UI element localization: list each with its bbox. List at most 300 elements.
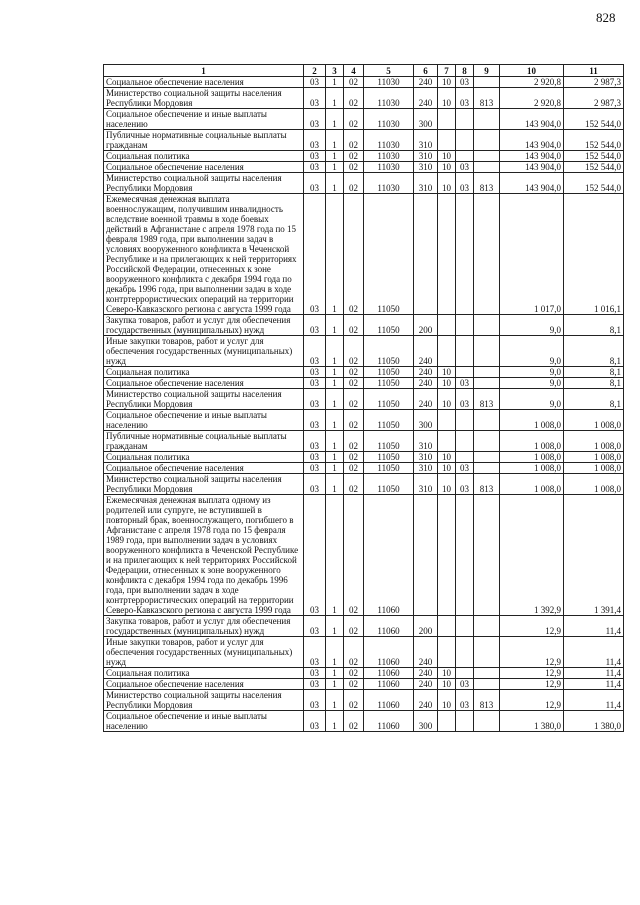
- row-cell: [456, 711, 474, 732]
- table-row: [104, 378, 624, 389]
- row-cell: 11030: [364, 151, 414, 162]
- row-cell: 10: [438, 679, 456, 690]
- header-cell: 9: [474, 65, 500, 77]
- row-cell: 12,9: [500, 668, 564, 679]
- row-cell: [474, 711, 500, 732]
- header-cell: 8: [456, 65, 474, 77]
- row-cell: [456, 637, 474, 668]
- row-cell: 8,1: [564, 315, 624, 336]
- table-row: [104, 315, 624, 336]
- row-cell: 02: [344, 151, 364, 162]
- row-cell: 1: [326, 151, 344, 162]
- row-cell: 03: [304, 690, 326, 711]
- row-cell: 2 987,3: [564, 77, 624, 88]
- row-cell: 02: [344, 711, 364, 732]
- row-label: Закупка товаров, работ и услуг для обеспечения государственных (муниципальных) нужд: [104, 616, 304, 637]
- row-cell: 813: [474, 173, 500, 194]
- row-cell: 8,1: [564, 378, 624, 389]
- row-cell: [474, 378, 500, 389]
- row-cell: 03: [304, 410, 326, 431]
- row-cell: 11030: [364, 130, 414, 151]
- row-cell: 1: [326, 130, 344, 151]
- row-cell: 240: [414, 679, 438, 690]
- row-cell: 152 544,0: [564, 109, 624, 130]
- row-cell: 11060: [364, 637, 414, 668]
- row-cell: 11060: [364, 711, 414, 732]
- row-cell: 240: [414, 378, 438, 389]
- row-cell: 03: [304, 637, 326, 668]
- row-cell: 1: [326, 711, 344, 732]
- row-label: Социальная политика: [104, 452, 304, 463]
- row-label: Министерство социальной защиты населения Республики Мордовия: [104, 389, 304, 410]
- row-cell: [438, 336, 456, 367]
- row-cell: 240: [414, 690, 438, 711]
- row-cell: 813: [474, 690, 500, 711]
- row-cell: 310: [414, 162, 438, 173]
- row-cell: [474, 495, 500, 616]
- row-cell: 11050: [364, 410, 414, 431]
- row-cell: 310: [414, 463, 438, 474]
- row-cell: 1: [326, 336, 344, 367]
- row-cell: 1: [326, 474, 344, 495]
- row-cell: [474, 410, 500, 431]
- row-cell: 03: [456, 378, 474, 389]
- table-row: [104, 162, 624, 173]
- row-cell: [456, 367, 474, 378]
- row-cell: 03: [304, 616, 326, 637]
- row-cell: 02: [344, 367, 364, 378]
- row-label: Министерство социальной защиты населения Республики Мордовия: [104, 474, 304, 495]
- row-cell: 02: [344, 336, 364, 367]
- row-label: Социальное обеспечение населения: [104, 162, 304, 173]
- row-cell: 10: [438, 367, 456, 378]
- row-cell: [474, 315, 500, 336]
- row-cell: [438, 109, 456, 130]
- row-cell: 11,4: [564, 690, 624, 711]
- header-cell: 6: [414, 65, 438, 77]
- row-cell: 02: [344, 431, 364, 452]
- row-cell: 143 904,0: [500, 173, 564, 194]
- row-cell: 02: [344, 109, 364, 130]
- row-cell: [456, 668, 474, 679]
- row-cell: 200: [414, 315, 438, 336]
- table-row: [104, 194, 624, 315]
- header-cell: 1: [104, 65, 304, 77]
- row-cell: 143 904,0: [500, 151, 564, 162]
- row-cell: [438, 637, 456, 668]
- row-cell: 1: [326, 315, 344, 336]
- row-cell: 143 904,0: [500, 162, 564, 173]
- row-cell: 03: [304, 109, 326, 130]
- row-cell: 240: [414, 637, 438, 668]
- header-cell: 10: [500, 65, 564, 77]
- row-cell: 02: [344, 77, 364, 88]
- row-cell: 11030: [364, 173, 414, 194]
- row-cell: 10: [438, 77, 456, 88]
- table-row: [104, 77, 624, 88]
- row-cell: 03: [304, 367, 326, 378]
- row-cell: 03: [304, 315, 326, 336]
- row-cell: 02: [344, 495, 364, 616]
- row-cell: 11060: [364, 679, 414, 690]
- row-cell: 12,9: [500, 679, 564, 690]
- table-row: [104, 679, 624, 690]
- row-cell: 152 544,0: [564, 173, 624, 194]
- row-cell: 11050: [364, 452, 414, 463]
- row-cell: 02: [344, 463, 364, 474]
- row-cell: 1: [326, 410, 344, 431]
- row-cell: 2 987,3: [564, 88, 624, 109]
- row-cell: 1: [326, 88, 344, 109]
- row-cell: 02: [344, 389, 364, 410]
- row-cell: [474, 637, 500, 668]
- row-cell: 1: [326, 367, 344, 378]
- row-cell: 03: [456, 162, 474, 173]
- table-row: [104, 109, 624, 130]
- row-cell: 8,1: [564, 389, 624, 410]
- table-row: [104, 463, 624, 474]
- row-cell: 11060: [364, 668, 414, 679]
- row-cell: 03: [304, 88, 326, 109]
- row-cell: 11060: [364, 495, 414, 616]
- row-cell: 10: [438, 88, 456, 109]
- row-cell: 1 380,0: [564, 711, 624, 732]
- row-cell: 11050: [364, 367, 414, 378]
- row-cell: 12,9: [500, 637, 564, 668]
- row-cell: 03: [456, 173, 474, 194]
- row-cell: 1: [326, 109, 344, 130]
- table-row: [104, 151, 624, 162]
- row-cell: [474, 151, 500, 162]
- page-number: 828: [596, 10, 616, 25]
- row-cell: 1: [326, 668, 344, 679]
- row-cell: 1 016,1: [564, 194, 624, 315]
- row-cell: 8,1: [564, 336, 624, 367]
- row-cell: 9,0: [500, 378, 564, 389]
- row-cell: 03: [304, 162, 326, 173]
- row-cell: 1 391,4: [564, 495, 624, 616]
- row-cell: 11030: [364, 77, 414, 88]
- row-cell: 1 008,0: [500, 463, 564, 474]
- row-cell: [474, 679, 500, 690]
- row-cell: [474, 77, 500, 88]
- table-row: [104, 431, 624, 452]
- row-cell: 9,0: [500, 336, 564, 367]
- row-cell: 11050: [364, 463, 414, 474]
- row-cell: 11,4: [564, 679, 624, 690]
- row-cell: 03: [456, 690, 474, 711]
- row-cell: [474, 452, 500, 463]
- row-cell: 10: [438, 389, 456, 410]
- row-cell: 813: [474, 474, 500, 495]
- row-label: Закупка товаров, работ и услуг для обеспечения государственных (муниципальных) нужд: [104, 315, 304, 336]
- row-cell: 2 920,8: [500, 77, 564, 88]
- row-cell: 1 380,0: [500, 711, 564, 732]
- row-cell: 03: [304, 194, 326, 315]
- row-cell: [456, 315, 474, 336]
- row-label: Публичные нормативные социальные выплаты гражданам: [104, 431, 304, 452]
- header-cell: 5: [364, 65, 414, 77]
- row-cell: 03: [304, 336, 326, 367]
- row-cell: 1 017,0: [500, 194, 564, 315]
- row-cell: 300: [414, 109, 438, 130]
- table-row: [104, 173, 624, 194]
- header-cell: 3: [326, 65, 344, 77]
- row-cell: 310: [414, 474, 438, 495]
- row-cell: [456, 336, 474, 367]
- row-label: Социальное обеспечение населения: [104, 378, 304, 389]
- row-cell: 310: [414, 431, 438, 452]
- row-cell: 03: [304, 130, 326, 151]
- row-cell: 310: [414, 173, 438, 194]
- row-cell: 11030: [364, 88, 414, 109]
- row-cell: 11030: [364, 162, 414, 173]
- row-cell: 10: [438, 452, 456, 463]
- row-cell: 10: [438, 162, 456, 173]
- row-cell: [474, 616, 500, 637]
- row-cell: 10: [438, 690, 456, 711]
- row-cell: 11050: [364, 315, 414, 336]
- row-cell: 200: [414, 616, 438, 637]
- row-cell: 02: [344, 474, 364, 495]
- row-cell: [456, 616, 474, 637]
- row-cell: [474, 431, 500, 452]
- row-cell: 03: [304, 173, 326, 194]
- row-cell: 1: [326, 616, 344, 637]
- row-label: Министерство социальной защиты населения Республики Мордовия: [104, 690, 304, 711]
- row-cell: 02: [344, 88, 364, 109]
- row-cell: 1: [326, 431, 344, 452]
- row-cell: 02: [344, 315, 364, 336]
- row-cell: 11060: [364, 616, 414, 637]
- row-cell: 03: [304, 431, 326, 452]
- row-cell: 813: [474, 389, 500, 410]
- row-cell: 240: [414, 336, 438, 367]
- row-cell: 10: [438, 173, 456, 194]
- row-cell: 03: [456, 77, 474, 88]
- row-cell: 1 008,0: [564, 410, 624, 431]
- row-label: Публичные нормативные социальные выплаты гражданам: [104, 130, 304, 151]
- row-cell: 10: [438, 378, 456, 389]
- row-cell: [414, 194, 438, 315]
- row-cell: 11050: [364, 474, 414, 495]
- row-label: Социальное обеспечение и иные выплаты населению: [104, 109, 304, 130]
- row-cell: 152 544,0: [564, 162, 624, 173]
- table-row: [104, 88, 624, 109]
- table-row: [104, 668, 624, 679]
- row-cell: 1 008,0: [500, 474, 564, 495]
- header-cell: 2: [304, 65, 326, 77]
- row-label: Иные закупки товаров, работ и услуг для обеспечения государственных (муниципальных) нужд: [104, 637, 304, 668]
- row-cell: [438, 495, 456, 616]
- row-cell: 1 008,0: [500, 431, 564, 452]
- row-cell: 02: [344, 410, 364, 431]
- row-cell: 03: [456, 463, 474, 474]
- header-cell: 11: [564, 65, 624, 77]
- row-label: Социальная политика: [104, 668, 304, 679]
- row-cell: 152 544,0: [564, 151, 624, 162]
- row-cell: 1: [326, 679, 344, 690]
- row-cell: 8,1: [564, 367, 624, 378]
- row-cell: 1 008,0: [564, 431, 624, 452]
- row-cell: [438, 431, 456, 452]
- row-label: Ежемесячная денежная выплата одному из родителей или супруге, не вступившей в повторный брак, военнослужащего, погибшего в Афганистане с апреля 1978 года по 15 февраля 1989 года, при выполнении задач в условиях вооруженного конфликта в Чеченской Республике и на прилегающих к ней территориях Российской Федерации, отнесенных к зоне вооруженного конфликта с декабря 1994 года по декабрь 1996 года, при выполнении задач в ходе контртеррористических операций на территории Северо-Кавказского региона с августа 1999 года: [104, 495, 304, 616]
- row-cell: 1: [326, 389, 344, 410]
- row-cell: 11,4: [564, 668, 624, 679]
- row-cell: [438, 616, 456, 637]
- table-row: [104, 474, 624, 495]
- row-cell: 03: [304, 474, 326, 495]
- row-cell: [474, 336, 500, 367]
- row-label: Социальное обеспечение населения: [104, 77, 304, 88]
- row-cell: 02: [344, 637, 364, 668]
- row-cell: 2 920,8: [500, 88, 564, 109]
- row-cell: 310: [414, 151, 438, 162]
- row-cell: 10: [438, 151, 456, 162]
- row-cell: 03: [304, 495, 326, 616]
- row-cell: 03: [304, 679, 326, 690]
- row-cell: 02: [344, 690, 364, 711]
- row-cell: 9,0: [500, 389, 564, 410]
- row-cell: 11,4: [564, 637, 624, 668]
- row-cell: [474, 668, 500, 679]
- row-label: Социальное обеспечение населения: [104, 679, 304, 690]
- table-row: [104, 495, 624, 616]
- row-cell: 02: [344, 194, 364, 315]
- row-cell: [474, 162, 500, 173]
- row-label: Министерство социальной защиты населения Республики Мордовия: [104, 88, 304, 109]
- table-row: [104, 389, 624, 410]
- row-label: Иные закупки товаров, работ и услуг для обеспечения государственных (муниципальных) нужд: [104, 336, 304, 367]
- row-cell: 1 008,0: [564, 474, 624, 495]
- table-row: [104, 690, 624, 711]
- row-cell: 10: [438, 668, 456, 679]
- row-cell: [474, 194, 500, 315]
- row-label: Социальное обеспечение населения: [104, 463, 304, 474]
- row-cell: [456, 194, 474, 315]
- row-cell: 03: [304, 151, 326, 162]
- row-cell: 1: [326, 173, 344, 194]
- row-cell: [438, 410, 456, 431]
- row-cell: 813: [474, 88, 500, 109]
- row-cell: 02: [344, 130, 364, 151]
- row-cell: 03: [304, 711, 326, 732]
- row-cell: 240: [414, 367, 438, 378]
- row-label: Социальная политика: [104, 367, 304, 378]
- table-row: [104, 452, 624, 463]
- row-cell: [474, 130, 500, 151]
- row-cell: 10: [438, 474, 456, 495]
- row-cell: 02: [344, 173, 364, 194]
- row-cell: 02: [344, 668, 364, 679]
- row-label: Социальная политика: [104, 151, 304, 162]
- header-cell: 7: [438, 65, 456, 77]
- row-cell: 300: [414, 711, 438, 732]
- row-cell: 02: [344, 452, 364, 463]
- row-cell: 12,9: [500, 690, 564, 711]
- row-label: Социальное обеспечение и иные выплаты населению: [104, 711, 304, 732]
- table-row: [104, 616, 624, 637]
- table-row: [104, 637, 624, 668]
- row-cell: 1 008,0: [500, 452, 564, 463]
- table-row: [104, 336, 624, 367]
- row-cell: 03: [304, 389, 326, 410]
- row-cell: 02: [344, 162, 364, 173]
- row-cell: 03: [304, 77, 326, 88]
- row-cell: 11050: [364, 378, 414, 389]
- row-cell: 1: [326, 452, 344, 463]
- row-cell: 03: [456, 88, 474, 109]
- row-cell: 1: [326, 495, 344, 616]
- row-cell: 300: [414, 410, 438, 431]
- row-cell: 1: [326, 194, 344, 315]
- row-cell: 11050: [364, 389, 414, 410]
- row-cell: 03: [304, 378, 326, 389]
- table-row: [104, 367, 624, 378]
- row-cell: 12,9: [500, 616, 564, 637]
- row-cell: 1 392,9: [500, 495, 564, 616]
- row-cell: 02: [344, 378, 364, 389]
- row-label: Социальное обеспечение и иные выплаты населению: [104, 410, 304, 431]
- row-cell: [456, 431, 474, 452]
- row-cell: [438, 194, 456, 315]
- row-cell: [438, 315, 456, 336]
- row-cell: 03: [304, 463, 326, 474]
- row-cell: 1: [326, 77, 344, 88]
- row-cell: 1 008,0: [500, 410, 564, 431]
- header-cell: 4: [344, 65, 364, 77]
- row-cell: 1: [326, 378, 344, 389]
- row-cell: [414, 495, 438, 616]
- row-cell: 03: [456, 389, 474, 410]
- header-row: [104, 65, 624, 77]
- row-cell: 11050: [364, 194, 414, 315]
- row-cell: 11,4: [564, 616, 624, 637]
- row-cell: 1: [326, 637, 344, 668]
- row-cell: [438, 130, 456, 151]
- table-row: [104, 130, 624, 151]
- row-cell: 1: [326, 162, 344, 173]
- row-cell: 1 008,0: [564, 452, 624, 463]
- row-cell: [456, 109, 474, 130]
- row-cell: 02: [344, 616, 364, 637]
- row-cell: 11060: [364, 690, 414, 711]
- table-row: [104, 410, 624, 431]
- row-cell: 11050: [364, 336, 414, 367]
- row-cell: 03: [304, 668, 326, 679]
- budget-table: [103, 64, 624, 732]
- row-cell: [456, 410, 474, 431]
- row-cell: 03: [304, 452, 326, 463]
- row-cell: 03: [456, 474, 474, 495]
- row-cell: 9,0: [500, 367, 564, 378]
- row-cell: 240: [414, 88, 438, 109]
- row-cell: 152 544,0: [564, 130, 624, 151]
- row-cell: [474, 463, 500, 474]
- row-cell: [456, 151, 474, 162]
- row-cell: 310: [414, 130, 438, 151]
- row-cell: 310: [414, 452, 438, 463]
- row-cell: [474, 109, 500, 130]
- row-cell: [474, 367, 500, 378]
- row-cell: [456, 452, 474, 463]
- row-cell: 02: [344, 679, 364, 690]
- row-cell: 03: [456, 679, 474, 690]
- row-cell: 1 008,0: [564, 463, 624, 474]
- row-cell: [456, 495, 474, 616]
- row-cell: 240: [414, 668, 438, 679]
- row-cell: 1: [326, 690, 344, 711]
